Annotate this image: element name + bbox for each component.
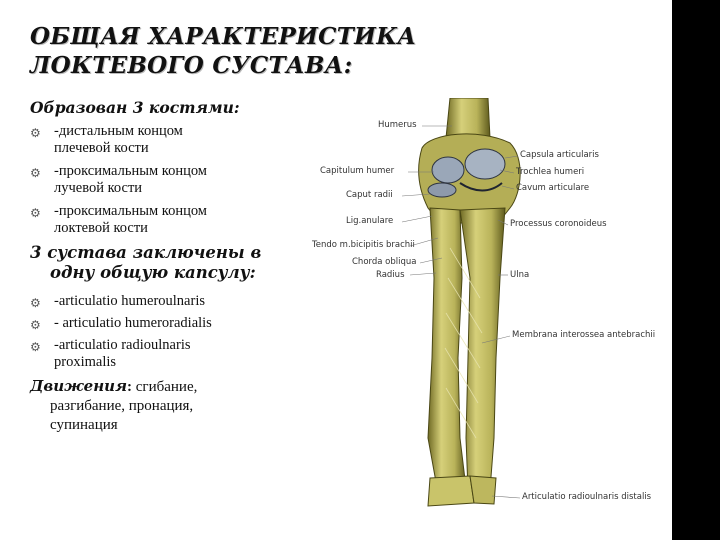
label-capsula: Capsula articularis — [520, 150, 599, 160]
distal-radius — [428, 476, 474, 506]
label-capitulum: Capitulum humer — [320, 166, 395, 176]
bullet-icon: ⚙ — [30, 206, 41, 220]
movement-label: Движения — [30, 377, 128, 395]
capsule-heading — [30, 243, 315, 283]
bone-bullet-3: ⚙ -проксимальным концом локтевой кости — [30, 203, 207, 236]
capsule-heading-line-1: 3 сустава заключены в — [30, 243, 262, 262]
label-membrana: Membrana interossea antebrachii — [512, 330, 656, 340]
joint-bullet-3: ⚙ -articulatio radioulnaris proximalis — [30, 337, 191, 370]
movement-line-2: разгибание, пронация, — [50, 398, 194, 414]
label-humerus: Humerus — [378, 120, 417, 130]
ulna-bone — [460, 208, 505, 490]
label-chorda: Chorda obliqua — [352, 257, 417, 267]
distal-ulna — [470, 476, 496, 504]
joint-bullet-2: ⚙ - articulatio humeroradialis — [30, 315, 212, 332]
label-art-distalis: Articulatio radioulnaris distalis — [522, 492, 652, 502]
text-column — [30, 98, 315, 435]
forearm-bones-drawing — [310, 98, 690, 528]
formed-heading: Образован 3 костями: — [30, 98, 240, 117]
capsule-heading-line-2: одну общую капсулу: — [50, 263, 256, 282]
movement-paragraph: Движения: сгибание, разгибание, пронация, супинация — [30, 377, 315, 435]
label-cavum: Cavum articulare — [516, 183, 590, 193]
slide-title — [30, 22, 490, 80]
capitulum-cartilage — [432, 157, 464, 183]
label-radius: Radius — [376, 270, 405, 280]
joint-bullet-1: ⚙ -articulatio humeroulnaris — [30, 293, 205, 310]
elbow-joint-illustration — [310, 98, 690, 528]
bullet-icon: ⚙ — [30, 318, 41, 332]
title-line-1: ОБЩАЯ ХАРАКТЕРИСТИКА — [30, 23, 417, 50]
label-caput-radii: Caput radii — [346, 190, 393, 200]
bullet-icon: ⚙ — [30, 340, 41, 354]
label-trochlea: Trochlea humeri — [516, 167, 585, 177]
title-line-2: ЛОКТЕВОГО СУСТАВА: — [30, 52, 353, 79]
label-ulna: Ulna — [510, 270, 530, 280]
movement-line-3: супинация — [50, 417, 118, 433]
bullet-icon: ⚙ — [30, 166, 41, 180]
label-tendo: Tendo m.bicipitis brachii — [312, 240, 415, 250]
trochlea-cartilage — [465, 149, 505, 179]
bone-bullet-2: ⚙ -проксимальным концом лучевой кости — [30, 163, 207, 196]
bullet-icon: ⚙ — [30, 296, 41, 310]
label-lig-anulare: Lig.anulare — [346, 216, 394, 226]
label-processus: Processus coronoideus — [510, 219, 607, 229]
bone-bullet-1: ⚙ -дистальным концом плечевой кости — [30, 123, 183, 156]
bullet-icon: ⚙ — [30, 126, 41, 140]
radius-bone — [428, 208, 466, 493]
radial-head — [428, 183, 456, 197]
